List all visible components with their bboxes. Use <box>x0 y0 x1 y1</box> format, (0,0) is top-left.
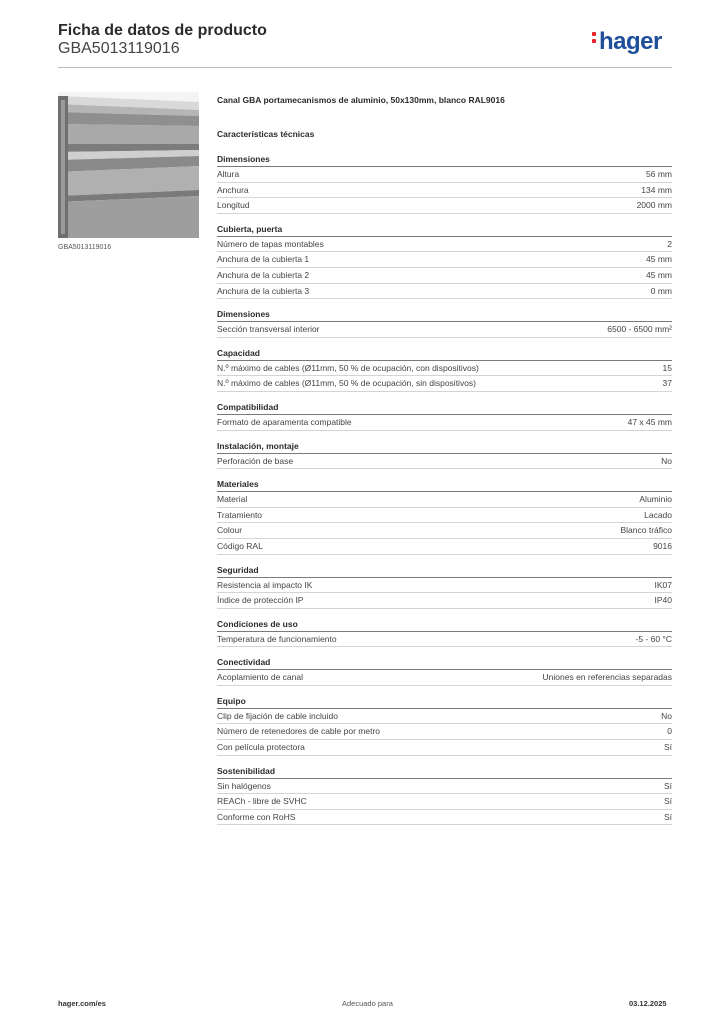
spec-row <box>217 523 672 539</box>
spec-label: Sin halógenos <box>217 780 271 791</box>
hager-logo[interactable] <box>592 28 662 56</box>
spec-value: 0 <box>667 726 672 737</box>
spec-label: Número de retenedores de cable por metro <box>217 726 381 737</box>
header-divider <box>58 67 672 68</box>
spec-label: Formato de aparamenta compatible <box>217 416 352 427</box>
spec-label: Índice de protección IP <box>217 595 304 606</box>
section-title: Conectividad <box>217 656 672 670</box>
spec-row <box>217 237 672 253</box>
spec-row <box>217 539 672 555</box>
spec-label: N.º máximo de cables (Ø11mm, 50 % de ocupación, con dispositivos) <box>217 362 479 373</box>
spec-value: No <box>661 710 672 721</box>
logo-dots-icon <box>592 32 596 46</box>
spec-label: Tratamiento <box>217 509 263 520</box>
image-caption: GBA5013119016 <box>58 244 112 251</box>
spec-row <box>217 322 672 338</box>
header-title: Ficha de datos de producto <box>58 22 267 39</box>
spec-row <box>217 268 672 284</box>
spec-value: 134 mm <box>641 184 672 195</box>
spec-value: 15 <box>662 362 672 373</box>
spec-row <box>217 794 672 810</box>
spec-row <box>217 252 672 268</box>
spec-row <box>217 183 672 199</box>
section-title: Equipo <box>217 695 672 709</box>
section-title: Condiciones de uso <box>217 618 672 632</box>
spec-value: Uniones en referencias separadas <box>542 672 672 683</box>
section-title: Dimensiones <box>217 153 672 167</box>
spec-value: Blanco tráfico <box>620 525 672 536</box>
section-title: Sostenibilidad <box>217 765 672 779</box>
spec-section <box>217 153 672 214</box>
spec-label: Anchura de la cubierta 1 <box>217 254 310 265</box>
section-title: Materiales <box>217 478 672 492</box>
spec-label: Longitud <box>217 200 250 211</box>
spec-row <box>217 593 672 609</box>
spec-row <box>217 198 672 214</box>
section-title: Capacidad <box>217 347 672 361</box>
spec-value: Sí <box>663 742 672 753</box>
spec-row <box>217 740 672 756</box>
section-title: Dimensiones <box>217 308 672 322</box>
spec-section <box>217 223 672 299</box>
spec-label: Perforación de base <box>217 455 294 466</box>
spec-row <box>217 415 672 431</box>
footer-website-link[interactable]: hager.com/es <box>58 999 106 1008</box>
section-title: Cubierta, puerta <box>217 223 672 237</box>
spec-row <box>217 578 672 594</box>
spec-row <box>217 454 672 470</box>
spec-label: Anchura de la cubierta 2 <box>217 269 310 280</box>
spec-row <box>217 779 672 795</box>
spec-value: 2000 mm <box>636 200 672 211</box>
spec-value: -5 - 60 °C <box>635 633 672 644</box>
spec-value: Lacado <box>644 509 672 520</box>
spec-row <box>217 284 672 300</box>
spec-section <box>217 478 672 554</box>
spec-section <box>217 308 672 338</box>
spec-value: 45 mm <box>646 254 672 265</box>
spec-row <box>217 508 672 524</box>
spec-label: Material <box>217 494 248 505</box>
spec-row <box>217 670 672 686</box>
spec-value: 56 mm <box>646 169 672 179</box>
spec-value: 0 mm <box>650 285 672 296</box>
spec-value: Sí <box>663 796 672 807</box>
spec-label: Resistencia al impacto IK <box>217 579 313 590</box>
spec-label: Colour <box>217 525 243 536</box>
spec-row <box>217 724 672 740</box>
spec-value: 37 <box>662 378 672 389</box>
spec-section <box>217 564 672 609</box>
spec-section <box>217 765 672 826</box>
spec-value: No <box>661 455 672 466</box>
cable-trunking-illustration <box>58 92 199 238</box>
spec-section <box>217 695 672 756</box>
spec-label: Anchura <box>217 184 249 195</box>
spec-label: Acoplamiento de canal <box>217 672 304 683</box>
logo-text: hager <box>599 28 662 55</box>
spec-section <box>217 401 672 431</box>
spec-sections <box>217 153 672 825</box>
section-title: Seguridad <box>217 564 672 578</box>
spec-label: Altura <box>217 169 240 179</box>
spec-label: N.º máximo de cables (Ø11mm, 50 % de ocupación, sin dispositivos) <box>217 378 477 389</box>
product-code: GBA5013119016 <box>58 40 180 57</box>
spec-section <box>217 618 672 648</box>
spec-row <box>217 709 672 725</box>
spec-value: Aluminio <box>639 494 672 505</box>
spec-value: 47 x 45 mm <box>627 416 672 427</box>
footer-middle-text: Adecuado para <box>342 999 393 1008</box>
spec-label: REACh - libre de SVHC <box>217 796 307 807</box>
spec-value: 6500 - 6500 mm² <box>607 324 672 335</box>
spec-section <box>217 656 672 686</box>
spec-label: Con película protectora <box>217 742 305 753</box>
spec-label: Código RAL <box>217 540 263 551</box>
spec-value: 2 <box>667 238 672 249</box>
section-title: Compatibilidad <box>217 401 672 415</box>
spec-section <box>217 440 672 470</box>
spec-label: Clip de fijación de cable incluido <box>217 710 338 721</box>
spec-row <box>217 361 672 377</box>
footer-date: 03.12.2025 <box>629 999 667 1008</box>
spec-label: Temperatura de funcionamiento <box>217 633 337 644</box>
product-description: Canal GBA portamecanismos de aluminio, 50x130mm, blanco RAL9016 <box>217 95 505 105</box>
spec-row <box>217 492 672 508</box>
spec-label: Conforme con RoHS <box>217 811 296 822</box>
product-image <box>58 92 199 238</box>
spec-content <box>217 95 672 834</box>
spec-value: 45 mm <box>646 269 672 280</box>
spec-label: Número de tapas montables <box>217 238 324 249</box>
spec-row <box>217 376 672 392</box>
spec-row <box>217 810 672 826</box>
spec-section <box>217 347 672 392</box>
spec-value: IK07 <box>654 579 672 590</box>
spec-row <box>217 632 672 648</box>
spec-label: Anchura de la cubierta 3 <box>217 285 310 296</box>
spec-value: Sí <box>663 780 672 791</box>
spec-row <box>217 167 672 183</box>
spec-value: Sí <box>663 811 672 822</box>
spec-value: IP40 <box>654 595 672 606</box>
tech-heading: Características técnicas <box>217 129 315 139</box>
spec-value: 9016 <box>653 540 672 551</box>
section-title: Instalación, montaje <box>217 440 672 454</box>
spec-label: Sección transversal interior <box>217 324 320 335</box>
